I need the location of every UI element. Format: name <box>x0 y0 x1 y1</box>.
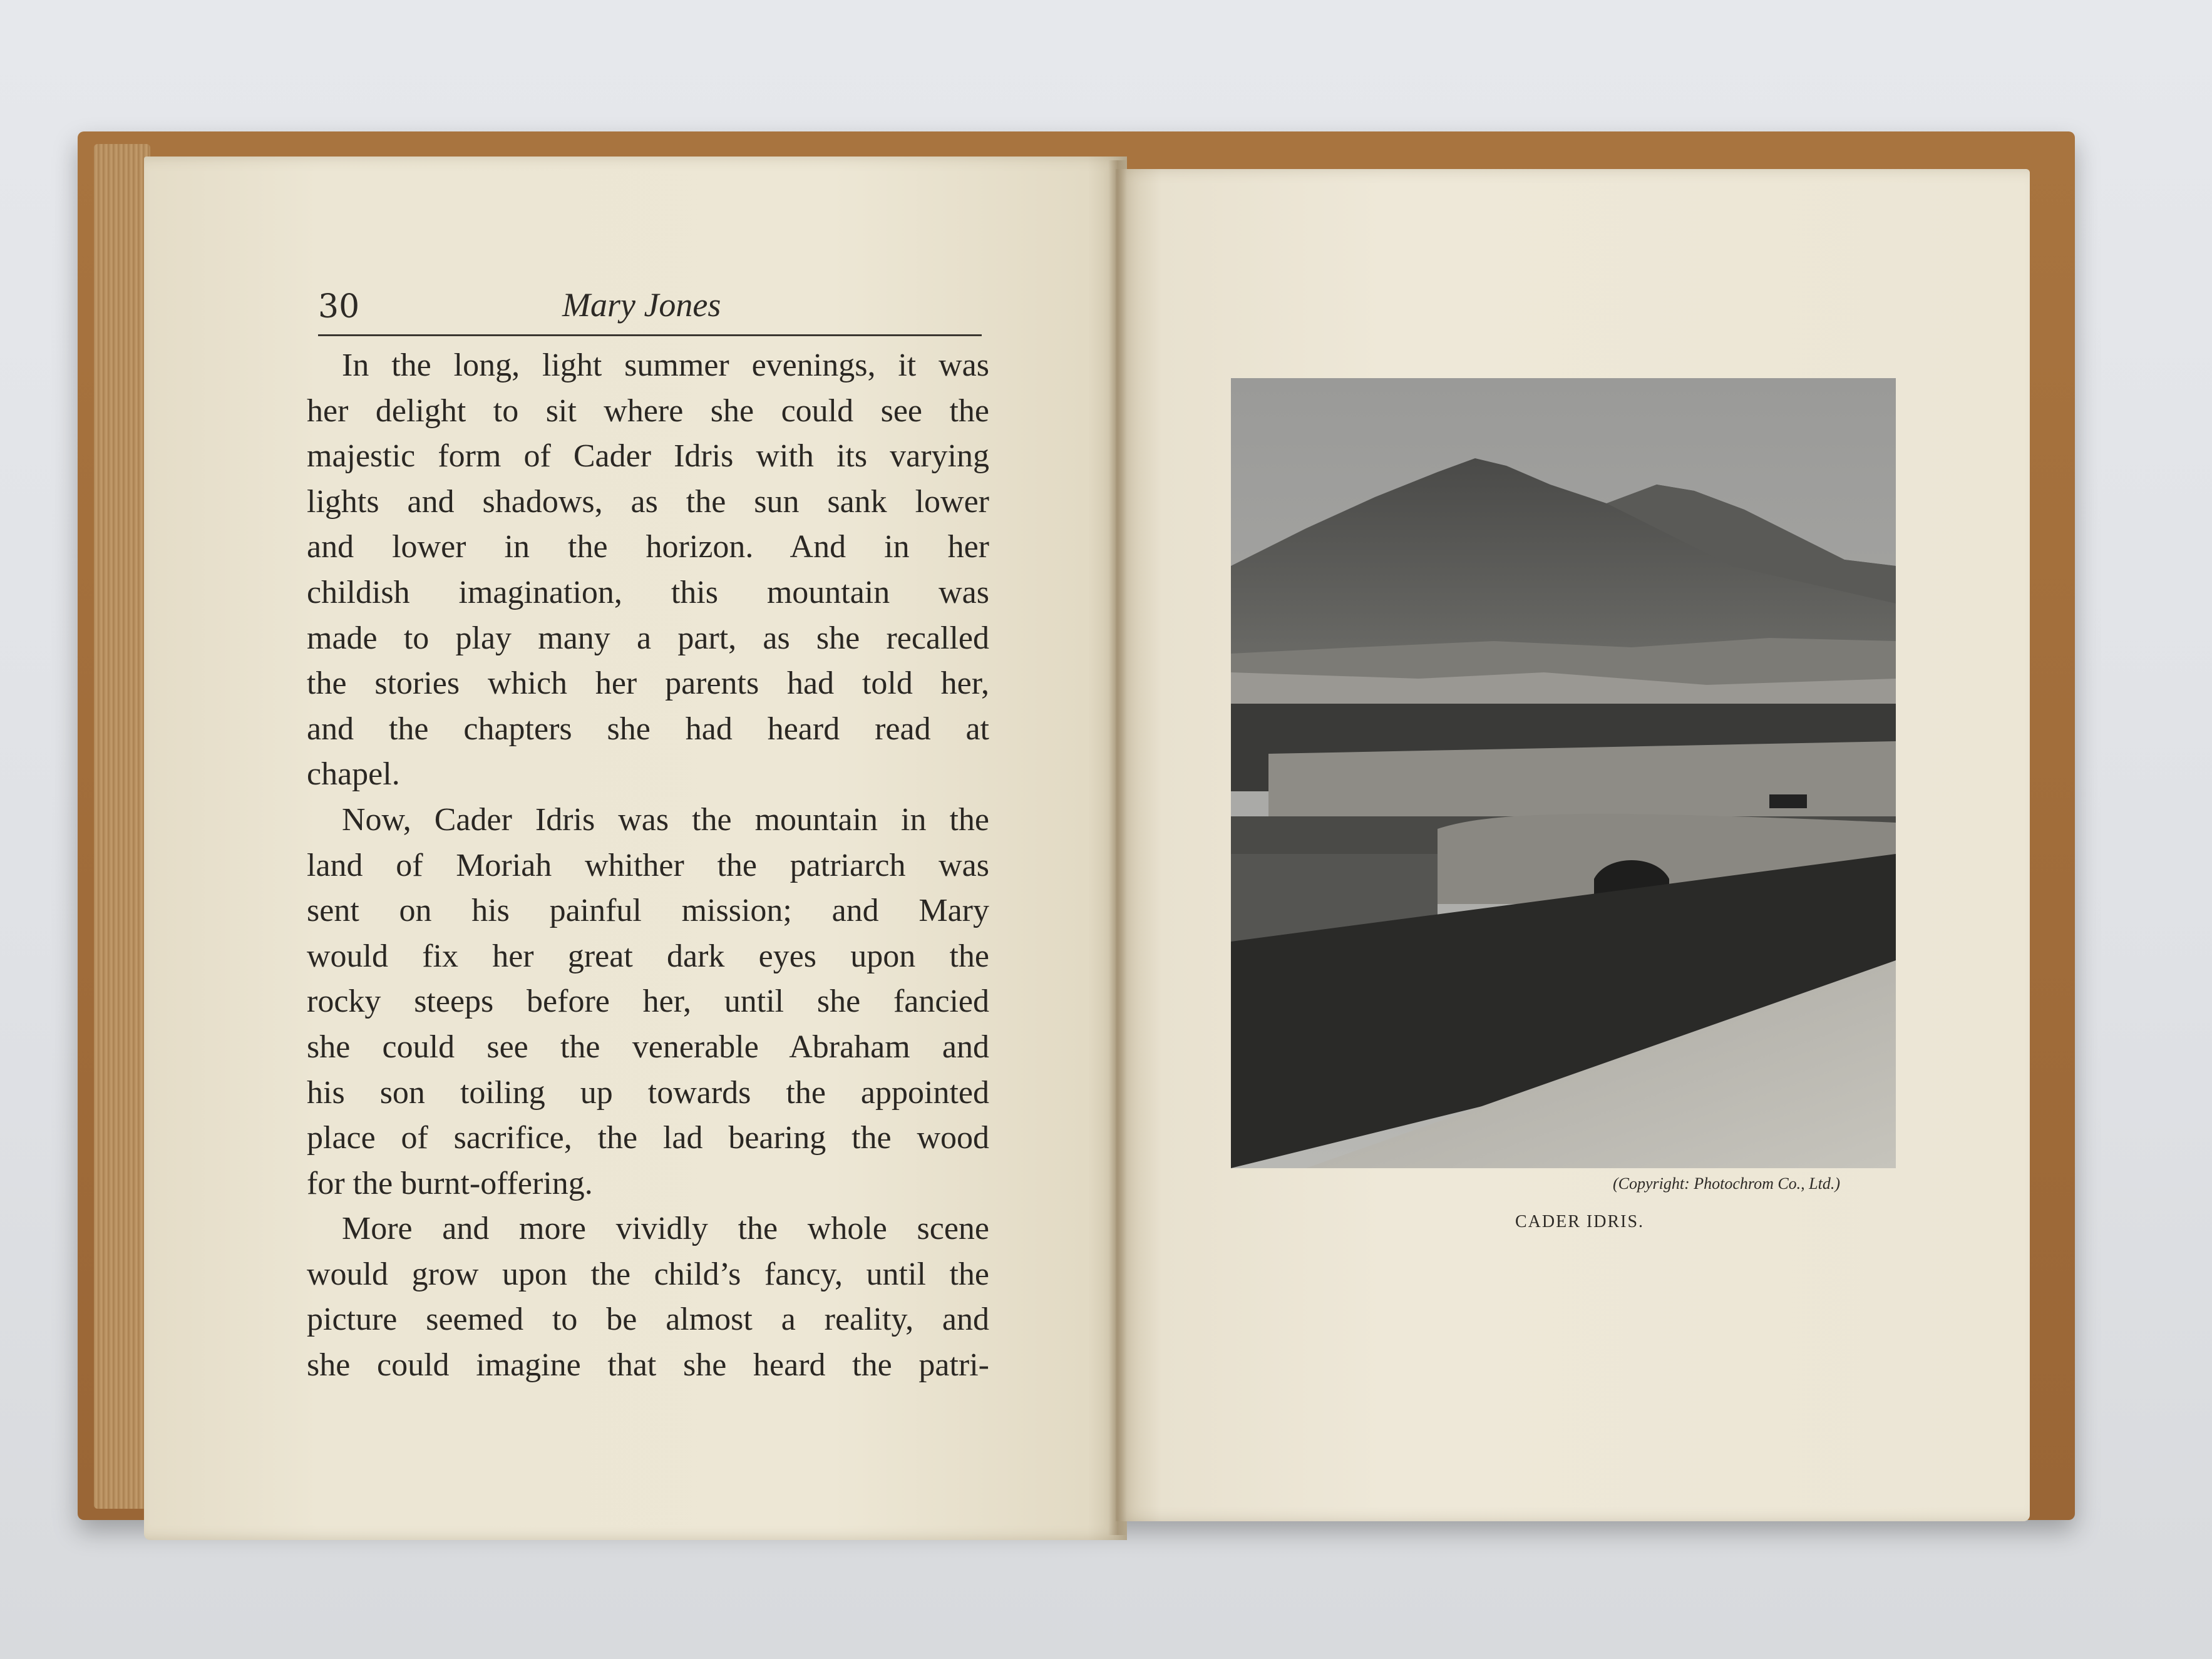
body-text <box>307 343 989 1389</box>
text-line: her delight to sit where she could see the <box>307 393 989 429</box>
text-line: lights and shadows, as the sun sank lower <box>307 483 989 520</box>
text-line: would grow upon the child’s fancy, until the <box>307 1256 989 1292</box>
text-line: place of sacrifice, the lad bearing the wood <box>307 1120 989 1156</box>
page-block-edge <box>94 144 150 1509</box>
running-head <box>318 282 982 336</box>
text-line: majestic form of Cader Idris with its varying <box>307 438 989 475</box>
text-line: for the burnt-offering. <box>307 1165 593 1201</box>
text-line: chapel. <box>307 756 400 793</box>
text-line: picture seemed to be almost a reality, and <box>307 1302 989 1338</box>
text-line: the stories which her parents had told her, <box>307 665 989 702</box>
plate-credit: (Copyright: Photochrom Co., Ltd.) <box>1613 1174 1841 1193</box>
book-gutter <box>1108 160 1127 1535</box>
photo-plate-cader-idris <box>1231 378 1896 1168</box>
plate-caption: CADER IDRIS. <box>1515 1212 1645 1231</box>
text-line: sent on his painful mission; and Mary <box>307 893 989 929</box>
text-line: Now, Cader Idris was the mountain in the <box>342 801 989 838</box>
text-line: she could see the venerable Abraham and <box>307 1029 989 1065</box>
text-line: In the long, light summer evenings, it was <box>342 347 989 383</box>
landscape-illustration <box>1231 378 1896 1168</box>
text-line: she could imagine that she heard the patri- <box>307 1347 989 1384</box>
text-line: and the chapters she had heard read at <box>307 711 989 747</box>
text-line: made to play many a part, as she recalled <box>307 620 989 656</box>
text-line: and lower in the horizon. And in her <box>307 529 989 565</box>
paragraph <box>307 798 989 1206</box>
page-number: 30 <box>318 288 360 326</box>
text-line: More and more vividly the whole scene <box>342 1211 989 1247</box>
text-line: his son toiling up towards the appointed <box>307 1074 989 1111</box>
text-line: childish imagination, this mountain was <box>307 574 989 610</box>
text-line: would fix her great dark eyes upon the <box>307 938 989 974</box>
text-line: land of Moriah whither the patriarch was <box>307 847 989 883</box>
paragraph <box>307 343 989 798</box>
running-title: Mary Jones <box>562 286 721 324</box>
text-line: rocky steeps before her, until she fancied <box>307 984 989 1020</box>
paragraph <box>307 1206 989 1388</box>
